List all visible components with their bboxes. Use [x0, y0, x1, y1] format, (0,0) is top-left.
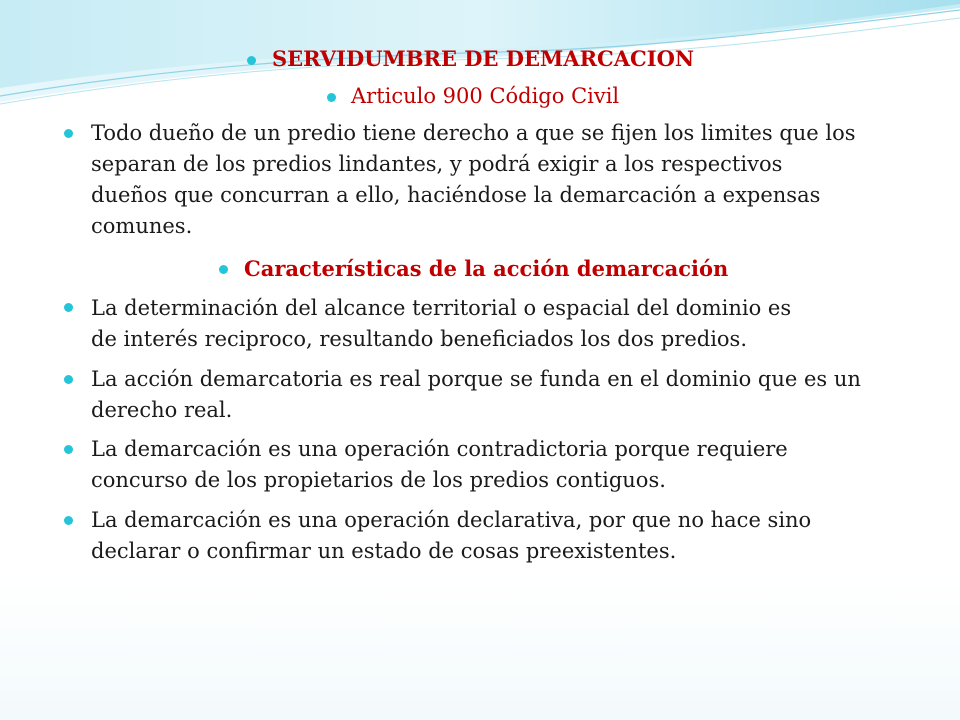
paragraph-line: Todo dueño de un predio tiene derecho a que se fijen los limites que los — [91, 121, 856, 145]
bullet-icon — [64, 516, 73, 525]
heading-caracteristicas: Características de la acción demarcación — [244, 256, 729, 281]
paragraph-line: La determinación del alcance territorial o espacial del dominio es — [91, 296, 792, 320]
paragraph-declarativa — [91, 505, 921, 567]
paragraph-line: declarar o confirmar un estado de cosas preexistentes. — [91, 539, 677, 563]
paragraph-line: La demarcación es una operación contradictoria porque requiere — [91, 437, 788, 461]
paragraph-determinacion — [91, 293, 921, 355]
paragraph-line: La acción demarcatoria es real porque se funda en el dominio que es un — [91, 367, 861, 391]
paragraph-line: de interés reciproco, resultando beneficiados los dos predios. — [91, 327, 748, 351]
bullet-icon — [64, 129, 73, 138]
bullet-icon — [219, 265, 228, 274]
paragraph-line: derecho real. — [91, 398, 233, 422]
paragraph-line: dueños que concurran a ello, haciéndose la demarcación a expensas — [91, 183, 821, 207]
heading-servidumbre: SERVIDUMBRE DE DEMARCACION — [272, 46, 695, 71]
heading-articulo: Articulo 900 Código Civil — [351, 84, 620, 108]
paragraph-line: separan de los predios lindantes, y podrá exigir a los respectivos — [91, 152, 783, 176]
bullet-icon — [64, 303, 73, 312]
paragraph-line: La demarcación es una operación declarativa, por que no hace sino — [91, 508, 812, 532]
bullet-icon — [64, 375, 73, 384]
bullet-icon — [327, 93, 336, 102]
paragraph-accion-real — [91, 364, 921, 426]
paragraph-contradictoria — [91, 434, 921, 496]
bullet-icon — [247, 56, 256, 65]
bullet-icon — [64, 445, 73, 454]
paragraph-dueno-predio — [91, 118, 921, 242]
paragraph-line: concurso de los propietarios de los predios contiguos. — [91, 468, 666, 492]
paragraph-line: comunes. — [91, 214, 193, 238]
